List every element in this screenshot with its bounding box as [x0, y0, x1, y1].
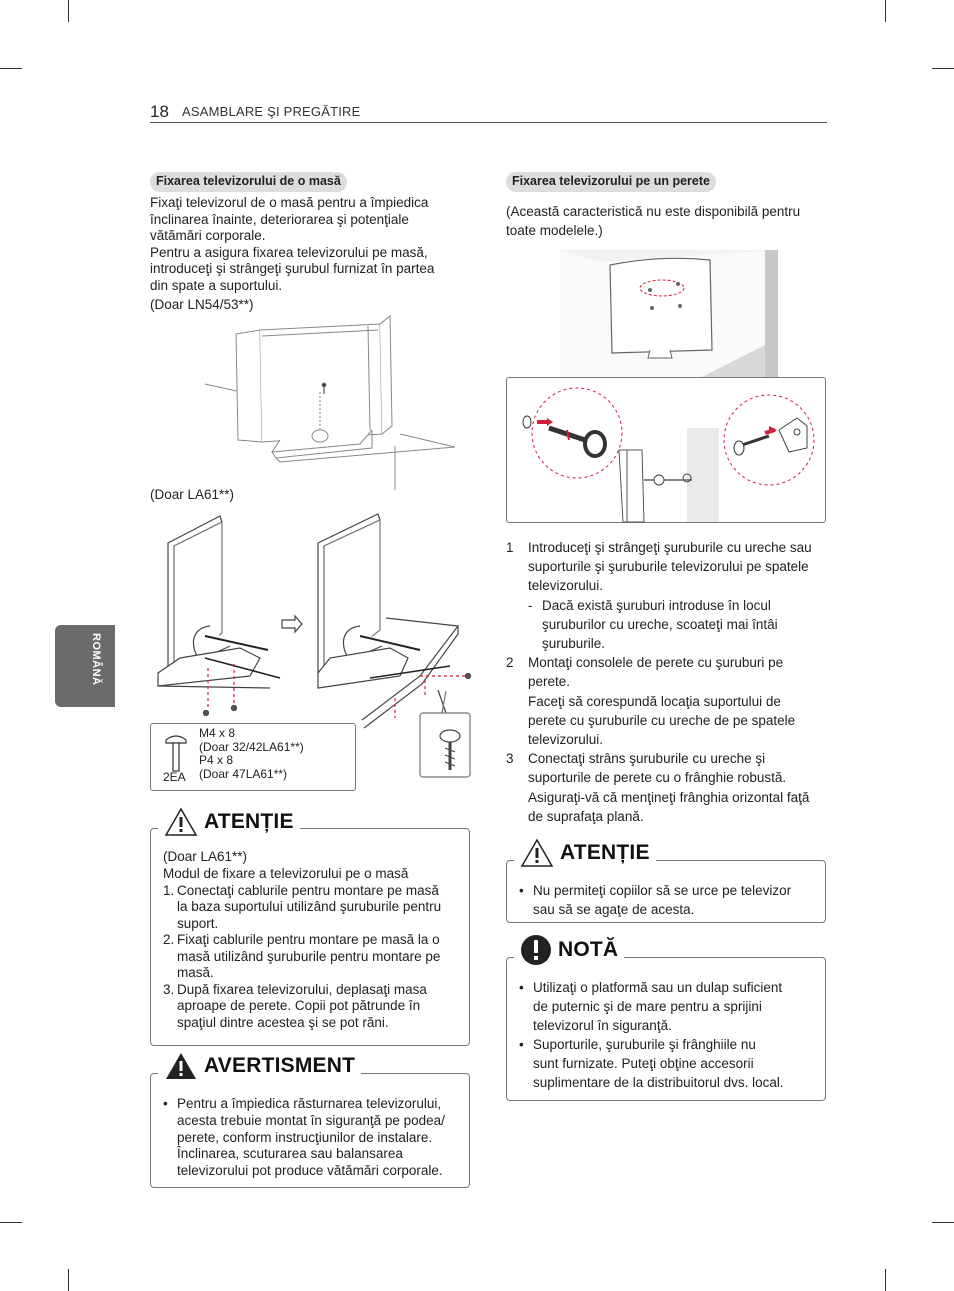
- caution-item: [519, 881, 819, 919]
- language-tab-label: ROMÂNĂ: [89, 633, 102, 686]
- table-fix-heading: Fixarea televizorului de o masă: [150, 172, 347, 192]
- crop-mark: [68, 1269, 69, 1291]
- caution-item-number: 2.: [163, 932, 175, 948]
- warning-triangle-filled-icon: [164, 1051, 198, 1081]
- caution-item-line: După fixarea televizorului, deplasaţi masa: [177, 981, 427, 997]
- step-sub-line: Dacă există şuruburi introduse în locul: [542, 597, 771, 613]
- warning-line: acesta trebuie montat în siguranţă pe podea/: [177, 1112, 445, 1128]
- caution-line: • Nu permiteţi copiilor să se urce pe televizor: [533, 883, 792, 898]
- step-line: suporturile de perete cu o frânghie robustă.: [528, 770, 787, 786]
- screw-quantity: 2EA: [163, 770, 186, 784]
- step-line: televizorului.: [528, 732, 604, 748]
- warning-box: [150, 1073, 470, 1188]
- warning-item: • Pentru a împiedica răsturnarea televizorului, acesta trebuie montat în siguranţă pe podea/ perete, conform instrucţiunilor de instalare. Înclinarea, scuturarea sau balansarea televizorului pot produce vătămări corporale.: [163, 1096, 465, 1180]
- screw-icon: [163, 734, 189, 774]
- step-2: [506, 653, 831, 749]
- page-number: 18: [150, 102, 169, 121]
- caution-title-wall: [514, 838, 656, 868]
- crop-mark: [885, 0, 886, 22]
- step-line: perete.: [528, 674, 571, 690]
- caution-item-line: suport.: [177, 915, 219, 931]
- warning-line: Pentru a împiedica răsturnarea televizorului,: [177, 1096, 442, 1111]
- step-line: Faceţi să corespundă locaţia suportului de: [528, 693, 781, 709]
- warning-triangle-outline-icon: [520, 838, 554, 868]
- caution-lead: Modul de fixare a televizorului pe o masă: [163, 865, 409, 881]
- warning-line: perete, conform instrucţiunilor de instalare.: [177, 1129, 433, 1145]
- screw-size-m4: M4 x 8: [199, 726, 236, 740]
- note-item: [519, 1035, 819, 1092]
- caution-item-line: aproape de perete. Copii pot pătrunde în: [177, 998, 421, 1014]
- warning-triangle-outline-icon: [164, 807, 198, 837]
- note-title-text: NOTĂ: [558, 937, 619, 961]
- step-line: suporturile şi şuruburile televizorului pe spatele: [528, 559, 809, 575]
- caution-item-number: 3.: [163, 981, 175, 997]
- crop-mark: [0, 1222, 22, 1223]
- screw-model-m4: (Doar 32/42LA61**): [199, 739, 304, 754]
- intro-line: Fixaţi televizorul de o masă pentru a împiedica: [150, 195, 429, 210]
- screw-spec-box: [150, 723, 356, 791]
- intro-line: introduceţi şi strângeţi şurubul furnizat în partea: [150, 261, 435, 276]
- model-label-la61: (Doar LA61**): [150, 487, 235, 502]
- intro-line: vătămări corporale.: [150, 228, 266, 243]
- caution-box-wall: [506, 860, 826, 923]
- note-line: • Suporturile, şuruburile şi frânghiile nu: [533, 1037, 756, 1052]
- step-number: 3: [506, 751, 514, 767]
- note-line: • Utilizaţi o platformă sau un dulap suficient: [533, 980, 783, 995]
- caution-item-line: Conectaţi cablurile pentru montare pe masă: [177, 882, 439, 898]
- intro-line: (Această caracteristică nu este disponibilă pentru: [506, 204, 801, 219]
- caution-item: [163, 932, 463, 982]
- step-line: Asiguraţi-vă că menţineţi frânghia orizontal faţă: [528, 789, 810, 805]
- table-fix-intro: [150, 195, 470, 294]
- crop-mark: [0, 68, 22, 69]
- wall-fix-intro: [506, 202, 831, 240]
- step-sub-line: şuruburile.: [542, 636, 606, 652]
- model-label-ln54: (Doar LN54/53**): [150, 297, 254, 312]
- note-line: sunt furnizate. Puteţi obţine accesorii: [533, 1056, 754, 1071]
- note-item: [519, 978, 819, 1035]
- note-line: suplimentare de la distribuitorul dvs. local.: [533, 1075, 784, 1090]
- warning-title-text: AVERTISMENT: [204, 1053, 356, 1077]
- step-line: de suprafaţa plană.: [528, 808, 644, 824]
- wall-fix-steps: [506, 538, 831, 826]
- screw-size-p4: P4 x 8: [199, 753, 234, 767]
- language-tab: [55, 625, 115, 707]
- caution-box-table: [150, 828, 470, 1046]
- caution-item-line: masă.: [177, 965, 214, 981]
- note-line: de puternic şi de mare pentru a sprijini: [533, 999, 762, 1014]
- crop-mark: [885, 1269, 886, 1291]
- crop-mark: [932, 1222, 954, 1223]
- caution-item-number: 1.: [163, 882, 175, 898]
- step-line: Montaţi consolele de perete cu şuruburi pe: [528, 655, 784, 671]
- warning-title: [158, 1051, 361, 1081]
- step-line: perete cu şuruburile cu ureche de pe spatele: [528, 712, 796, 728]
- exclamation-circle-icon: [520, 934, 552, 966]
- step-line: Conectaţi strâns şuruburile cu ureche şi: [528, 751, 766, 767]
- intro-line: toate modelele.): [506, 223, 603, 238]
- caution-item: [163, 883, 463, 933]
- warning-line: Înclinarea, scuturarea sau balansarea: [177, 1146, 403, 1162]
- step-number: 2: [506, 655, 514, 671]
- step-sub-line: şuruburilor cu ureche, scoateţi mai întâi: [542, 616, 778, 632]
- eye-bolt-bracket-illustration: [507, 378, 827, 524]
- step-number: 1: [506, 540, 514, 555]
- header-rule: [150, 122, 827, 123]
- caution-item-line: Fixaţi cablurile pentru montare pe masă la o: [177, 932, 440, 948]
- caution-title-table: [158, 807, 300, 837]
- intro-line: înclinarea înainte, deteriorarea şi potenţiale: [150, 211, 409, 227]
- note-title: [514, 934, 624, 966]
- tv-wall-illustration: [560, 250, 778, 378]
- step-1-sub: - Dacă există şuruburi introduse în locul şuruburilor cu ureche, scoateţi mai întâi şuruburile.: [528, 596, 831, 654]
- crop-mark: [932, 68, 954, 69]
- step-1: [506, 538, 831, 653]
- caution-item-line: la baza suportului utilizând şuruburile pentru: [177, 899, 442, 915]
- note-line: televizorul în siguranţă.: [533, 1018, 672, 1033]
- caution-item-line: masă utilizând şuruburile pentru montare pe: [177, 948, 441, 964]
- tv-on-table-illustration: [200, 312, 470, 492]
- step-3: [506, 749, 831, 826]
- note-box: [506, 957, 826, 1101]
- screw-model-p4: (Doar 47LA61**): [199, 766, 288, 781]
- caution-item: [163, 982, 463, 1032]
- section-title: ASAMBLARE ŞI PREGĂTIRE: [182, 104, 361, 119]
- caution-title-text: ATENȚIE: [204, 809, 294, 833]
- caution-model: (Doar LA61**): [163, 849, 248, 864]
- step-line: Introduceţi şi strângeţi şuruburile cu ureche sau: [528, 540, 812, 555]
- intro-line: din spate a suportului.: [150, 277, 283, 293]
- caution-line: sau să se agaţe de acesta.: [533, 902, 695, 917]
- step-line: televizorului.: [528, 578, 604, 594]
- wall-bracket-detail: [506, 377, 826, 523]
- intro-line: Pentru a asigura fixarea televizorului pe masă,: [150, 244, 428, 260]
- caution-item-line: spaţiul dintre acestea şi se pot răni.: [177, 1014, 389, 1030]
- crop-mark: [68, 0, 69, 22]
- warning-line: televizorului pot produce vătămări corporale.: [177, 1163, 443, 1179]
- wall-fix-heading: Fixarea televizorului pe un perete: [506, 172, 716, 192]
- caution-title-text: ATENȚIE: [560, 840, 650, 864]
